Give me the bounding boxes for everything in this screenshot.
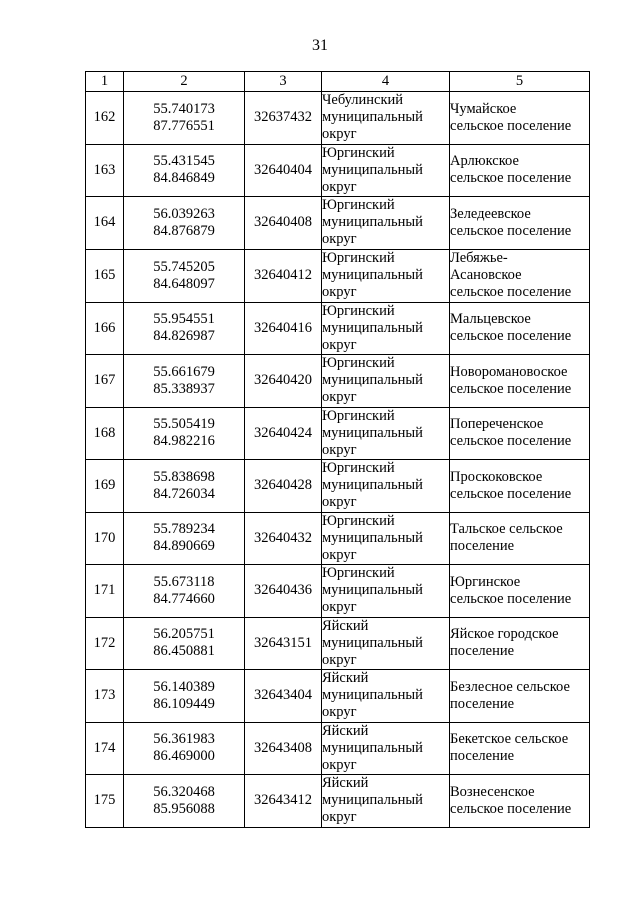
municipal-district-line: муниципальный [322, 582, 423, 598]
row-number: 174 [86, 722, 124, 775]
municipal-district-line: округ [322, 494, 357, 510]
row-number: 171 [86, 565, 124, 618]
table-row [86, 197, 590, 250]
settlement-line: Тальское сельское [450, 521, 563, 538]
municipal-district-cell [322, 565, 450, 618]
oktmo-code: 32640432 [245, 512, 322, 565]
municipal-district-line: Юргинский [322, 197, 395, 213]
municipal-district-line: округ [322, 651, 357, 668]
row-number: 167 [86, 355, 124, 408]
longitude-value: 84.876879 [153, 222, 215, 239]
settlement-line: Мальцевское [450, 311, 531, 328]
municipal-district-cell [322, 302, 450, 355]
municipal-district-line: Юргинский [322, 460, 395, 476]
municipal-district-cell [322, 355, 450, 408]
settlement-cell [450, 92, 590, 145]
oktmo-code: 32643412 [245, 775, 322, 828]
table-row [86, 565, 590, 618]
table-header-row [86, 72, 590, 92]
column-header-1: 1 [86, 72, 124, 92]
oktmo-code: 32640416 [245, 302, 322, 355]
municipal-district-line: муниципальный [322, 792, 423, 808]
municipal-district-line: округ [322, 756, 357, 773]
municipal-district-line: округ [322, 809, 357, 825]
longitude-value: 86.109449 [153, 695, 215, 712]
longitude-value: 84.826987 [153, 328, 215, 345]
table-row [86, 355, 590, 408]
settlement-line: сельское поселение [450, 380, 572, 397]
table-row [86, 407, 590, 460]
settlement-cell [450, 460, 590, 513]
row-number: 175 [86, 775, 124, 828]
latitude-value: 55.745205 [153, 258, 215, 275]
settlement-line: сельское поселение [450, 328, 572, 345]
oktmo-code: 32637432 [245, 92, 322, 145]
oktmo-code: 32640436 [245, 565, 322, 618]
settlement-line: Яйское городское [450, 626, 559, 643]
latitude-value: 56.140389 [153, 678, 215, 695]
municipal-district-line: округ [322, 704, 357, 720]
settlement-line: сельское поселение [450, 170, 572, 187]
longitude-value: 85.338937 [153, 380, 215, 397]
oktmo-code: 32643404 [245, 670, 322, 723]
settlement-cell [450, 775, 590, 828]
latitude-value: 55.789234 [153, 521, 215, 538]
municipal-district-line: муниципальный [322, 266, 423, 283]
longitude-value: 84.846849 [153, 170, 215, 187]
settlement-cell [450, 722, 590, 775]
latitude-value: 55.740173 [153, 100, 215, 117]
oktmo-code: 32640424 [245, 407, 322, 460]
coordinates-cell [124, 144, 245, 197]
row-number: 173 [86, 670, 124, 723]
coordinates-cell [124, 302, 245, 355]
municipal-district-line: округ [322, 336, 357, 353]
municipal-district-line: Юргинский [322, 355, 395, 371]
municipal-district-line: Яйский [322, 722, 369, 739]
settlement-cell [450, 670, 590, 723]
municipal-district-line: муниципальный [322, 214, 423, 230]
longitude-value: 87.776551 [153, 117, 215, 134]
latitude-value: 56.205751 [153, 626, 215, 643]
table-row [86, 722, 590, 775]
latitude-value: 55.954551 [153, 311, 215, 328]
municipal-district-line: Чебулинский [322, 92, 404, 108]
latitude-value: 56.320468 [153, 783, 215, 800]
page-number: 31 [312, 37, 328, 54]
column-header-5: 5 [450, 72, 590, 92]
coordinates-cell [124, 197, 245, 250]
table-body [86, 92, 590, 828]
oktmo-code: 32643408 [245, 722, 322, 775]
settlement-cell [450, 197, 590, 250]
settlement-line: сельское поселение [450, 222, 572, 239]
oktmo-code: 32640404 [245, 144, 322, 197]
municipal-district-line: Юргинский [322, 565, 395, 581]
table-row [86, 775, 590, 828]
settlement-line: Проскоковское [450, 468, 543, 485]
municipal-district-line: муниципальный [322, 161, 423, 178]
table-row [86, 144, 590, 197]
row-number: 166 [86, 302, 124, 355]
coordinates-cell [124, 722, 245, 775]
latitude-value: 55.505419 [153, 416, 215, 433]
settlement-cell [450, 302, 590, 355]
settlement-line: Новоромановоское [450, 363, 568, 380]
municipal-district-cell [322, 460, 450, 513]
municipal-district-line: муниципальный [322, 424, 423, 441]
coordinates-cell [124, 249, 245, 302]
row-number: 170 [86, 512, 124, 565]
municipal-district-line: Яйский [322, 617, 369, 634]
settlement-line: Вознесенское [450, 783, 535, 800]
coordinates-cell [124, 565, 245, 618]
column-header-3: 3 [245, 72, 322, 92]
settlement-line: Асановское [450, 267, 522, 283]
row-number: 169 [86, 460, 124, 513]
municipal-district-line: Юргинский [322, 144, 395, 161]
municipal-district-line: Яйский [322, 670, 369, 686]
settlement-line: поселение [450, 748, 515, 765]
table-row [86, 460, 590, 513]
coordinates-cell [124, 617, 245, 670]
municipal-district-line: Яйский [322, 775, 369, 791]
settlement-cell [450, 407, 590, 460]
municipal-district-cell [322, 144, 450, 197]
settlement-line: поселение [450, 695, 515, 712]
municipal-district-line: муниципальный [322, 319, 423, 336]
settlement-line: Арлюкское [450, 153, 519, 170]
oktmo-code: 32643151 [245, 617, 322, 670]
municipal-district-line: Юргинский [322, 407, 395, 424]
municipal-district-cell [322, 407, 450, 460]
municipal-district-cell [322, 617, 450, 670]
coordinates-cell [124, 407, 245, 460]
latitude-value: 55.673118 [153, 573, 215, 590]
settlement-cell [450, 355, 590, 408]
longitude-value: 84.648097 [153, 275, 215, 292]
municipal-district-line: округ [322, 599, 357, 615]
row-number: 165 [86, 249, 124, 302]
coordinates-cell [124, 512, 245, 565]
municipal-district-line: округ [322, 441, 357, 458]
settlement-line: Юргинское [450, 573, 521, 590]
settlement-line: сельское поселение [450, 117, 572, 134]
settlement-line: Бекетское сельское [450, 731, 569, 748]
oktmo-code: 32640428 [245, 460, 322, 513]
settlement-line: Попереченское [450, 416, 544, 433]
settlement-cell [450, 512, 590, 565]
settlement-line: Безлесное сельское [450, 678, 570, 695]
municipal-district-line: Юргинский [322, 249, 395, 266]
table-row [86, 249, 590, 302]
coordinates-cell [124, 92, 245, 145]
longitude-value: 85.956088 [153, 800, 215, 817]
settlement-cell [450, 144, 590, 197]
longitude-value: 86.469000 [153, 748, 215, 765]
settlement-line: Лебяжье- [450, 250, 508, 266]
municipal-district-line: муниципальный [322, 372, 423, 388]
municipal-district-line: округ [322, 283, 357, 300]
settlement-cell [450, 249, 590, 302]
table-row [86, 670, 590, 723]
settlements-table [85, 71, 590, 828]
longitude-value: 84.890669 [153, 538, 215, 555]
latitude-value: 55.838698 [153, 468, 215, 485]
municipal-district-line: округ [322, 126, 357, 142]
settlement-cell [450, 617, 590, 670]
settlement-line: сельское поселение [450, 284, 572, 300]
settlement-line: поселение [450, 538, 515, 555]
longitude-value: 84.726034 [153, 485, 215, 502]
coordinates-cell [124, 670, 245, 723]
column-header-4: 4 [322, 72, 450, 92]
settlement-line: сельское поселение [450, 485, 572, 502]
municipal-district-line: муниципальный [322, 109, 423, 125]
table-row [86, 302, 590, 355]
municipal-district-line: муниципальный [322, 477, 423, 493]
municipal-district-line: муниципальный [322, 739, 423, 756]
municipal-district-cell [322, 775, 450, 828]
settlement-line: сельское поселение [450, 800, 572, 817]
municipal-district-line: округ [322, 546, 357, 563]
latitude-value: 56.361983 [153, 731, 215, 748]
municipal-district-line: округ [322, 178, 357, 195]
latitude-value: 55.661679 [153, 363, 215, 380]
row-number: 168 [86, 407, 124, 460]
municipal-district-cell [322, 92, 450, 145]
oktmo-code: 32640408 [245, 197, 322, 250]
municipal-district-line: округ [322, 231, 357, 247]
settlement-line: Чумайское [450, 100, 517, 117]
municipal-district-cell [322, 722, 450, 775]
latitude-value: 55.431545 [153, 153, 215, 170]
longitude-value: 86.450881 [153, 643, 215, 660]
column-header-2: 2 [124, 72, 245, 92]
settlement-line: сельское поселение [450, 590, 572, 607]
row-number: 164 [86, 197, 124, 250]
municipal-district-line: Юргинский [322, 512, 395, 529]
settlement-line: поселение [450, 643, 515, 660]
municipal-district-line: Юргинский [322, 302, 395, 319]
row-number: 162 [86, 92, 124, 145]
municipal-district-line: муниципальный [322, 529, 423, 546]
row-number: 163 [86, 144, 124, 197]
coordinates-cell [124, 355, 245, 408]
municipal-district-line: муниципальный [322, 634, 423, 651]
latitude-value: 56.039263 [153, 205, 215, 222]
settlement-line: Зеледеевское [450, 205, 531, 222]
municipal-district-line: округ [322, 389, 357, 405]
coordinates-cell [124, 460, 245, 513]
coordinates-cell [124, 775, 245, 828]
row-number: 172 [86, 617, 124, 670]
table-row [86, 512, 590, 565]
municipal-district-cell [322, 197, 450, 250]
settlement-cell [450, 565, 590, 618]
table-row [86, 92, 590, 145]
longitude-value: 84.774660 [153, 590, 215, 607]
longitude-value: 84.982216 [153, 433, 215, 450]
municipal-district-cell [322, 670, 450, 723]
oktmo-code: 32640420 [245, 355, 322, 408]
municipal-district-cell [322, 249, 450, 302]
table-row [86, 617, 590, 670]
oktmo-code: 32640412 [245, 249, 322, 302]
municipal-district-cell [322, 512, 450, 565]
settlement-line: сельское поселение [450, 433, 572, 450]
municipal-district-line: муниципальный [322, 687, 423, 703]
